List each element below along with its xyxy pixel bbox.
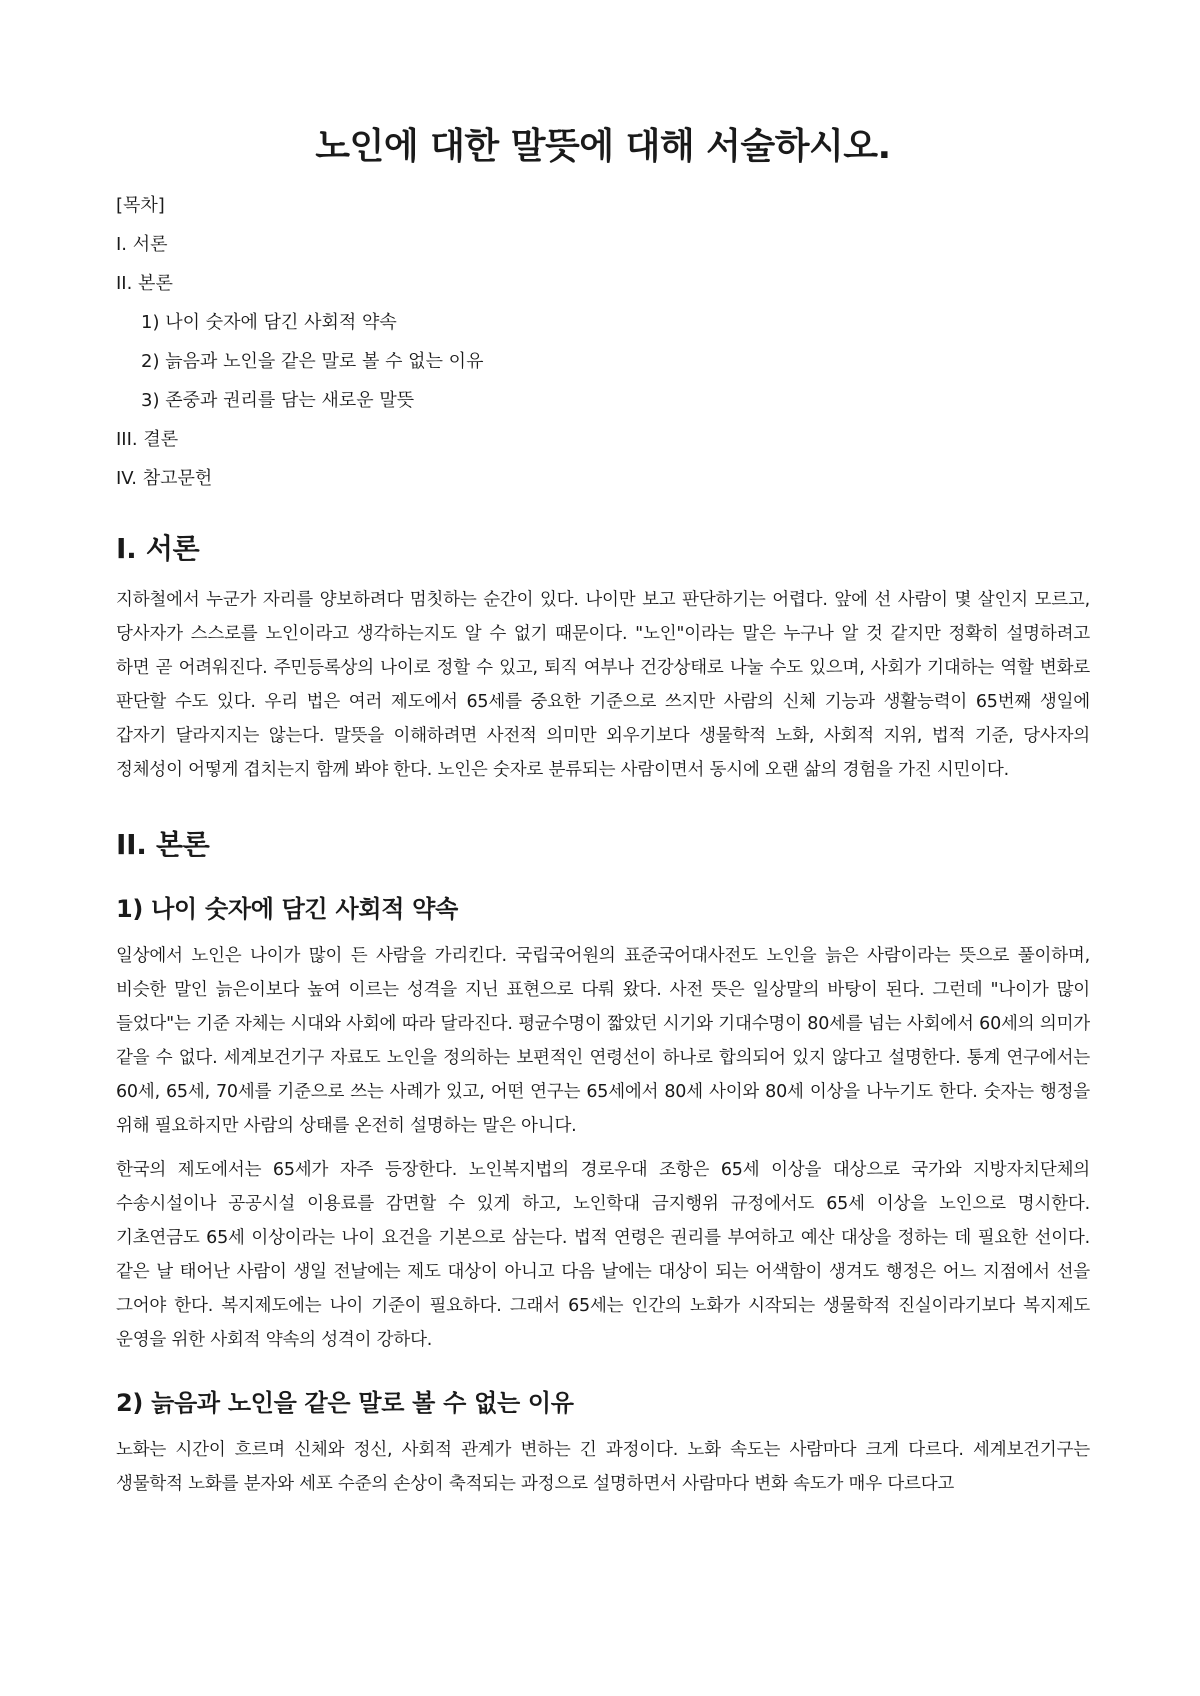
toc-heading: [목차]	[116, 195, 165, 216]
toc-item-body-3: 3) 존중과 권리를 담는 새로운 말뜻	[141, 390, 415, 411]
subsection-heading-2: 2) 늙음과 노인을 같은 말로 볼 수 없는 이유	[116, 1389, 574, 1417]
toc-item-intro: I. 서론	[116, 234, 168, 255]
toc-item-references: IV. 참고문헌	[116, 468, 213, 489]
body-1-paragraph-1: 일상에서 노인은 나이가 많이 든 사람을 가리킨다. 국립국어원의 표준국어대사전도 노인을 늙은 사람이라는 뜻으로 풀이하며, 비슷한 말인 늙은이보다 높여 이르는 성격을 지닌 표현으로 다뤄 왔다. 사전 뜻은 일상말의 바탕이 된다. 그런데 "나이가 많이 들었다"는 기준 자체는 시대와 사회에 따라 달라진다. 평균수명이 짧았던 시기와 기대수명이 80세를 넘는 사회에서 60세의 의미가 같을 수 없다. 세계보건기구 자료도 노인을 정의하는 보편적인 연령선이 하나로 합의되어 있지 않다고 설명한다. 통계 연구에서는 60세, 65세, 70세를 기준으로 쓰는 사례가 있고, 어떤 연구는 65세에서 80세 사이와 80세 이상을 나누기도 한다. 숫자는 행정을 위해 필요하지만 사람의 상태를 온전히 설명하는 말은 아니다.	[116, 946, 1090, 1136]
section-heading-intro: I. 서론	[116, 532, 200, 565]
toc-item-body-1: 1) 나이 숫자에 담긴 사회적 약속	[141, 312, 397, 333]
body-2-paragraph-1: 노화는 시간이 흐르며 신체와 정신, 사회적 관계가 변하는 긴 과정이다. 노화 속도는 사람마다 크게 다르다. 세계보건기구는 생물학적 노화를 분자와 세포 수준의 손상이 축적되는 과정으로 설명하면서 사람마다 변화 속도가 매우 다르다고	[116, 1440, 1090, 1494]
body-1-paragraph-2: 한국의 제도에서는 65세가 자주 등장한다. 노인복지법의 경로우대 조항은 65세 이상을 대상으로 국가와 지방자치단체의 수송시설이나 공공시설 이용료를 감면할 수 있게 하고, 노인학대 금지행위 규정에서도 65세 이상을 노인으로 명시한다. 기초연금도 65세 이상이라는 나이 요건을 기본으로 삼는다. 법적 연령은 권리를 부여하고 예산 대상을 정하는 데 필요한 선이다. 같은 날 태어난 사람이 생일 전날에는 제도 대상이 아니고 다음 날에는 대상이 되는 어색함이 생겨도 행정은 어느 지점에서 선을 그어야 한다. 복지제도에는 나이 기준이 필요하다. 그래서 65세는 인간의 노화가 시작되는 생물학적 진실이라기보다 복지제도 운영을 위한 사회적 약속의 성격이 강하다.	[116, 1160, 1090, 1350]
toc-item-body: II. 본론	[116, 273, 173, 294]
toc-item-conclusion: III. 결론	[116, 429, 179, 450]
document-title: 노인에 대한 말뜻에 대해 서술하시오.	[315, 126, 891, 167]
table-of-contents	[116, 194, 1090, 491]
intro-paragraph: 지하철에서 누군가 자리를 양보하려다 멈칫하는 순간이 있다. 나이만 보고 판단하기는 어렵다. 앞에 선 사람이 몇 살인지 모르고, 당사자가 스스로를 노인이라고 생각하는지도 알 수 없기 때문이다. "노인"이라는 말은 누구나 알 것 같지만 정확히 설명하려고 하면 곧 어려워진다. 주민등록상의 나이로 정할 수 있고, 퇴직 여부나 건강상태로 나눌 수도 있으며, 사회가 기대하는 역할 변화로 판단할 수도 있다. 우리 법은 여러 제도에서 65세를 중요한 기준으로 쓰지만 사람의 신체 기능과 생활능력이 65번째 생일에 갑자기 달라지지는 않는다. 말뜻을 이해하려면 사전적 의미만 외우기보다 생물학적 노화, 사회적 지위, 법적 기준, 당사자의 정체성이 어떻게 겹치는지 함께 봐야 한다. 노인은 숫자로 분류되는 사람이면서 동시에 오랜 삶의 경험을 가진 시민이다.	[116, 590, 1090, 780]
section-heading-body: II. 본론	[116, 828, 210, 861]
subsection-heading-1: 1) 나이 숫자에 담긴 사회적 약속	[116, 895, 458, 923]
toc-item-body-2: 2) 늙음과 노인을 같은 말로 볼 수 없는 이유	[141, 351, 484, 372]
